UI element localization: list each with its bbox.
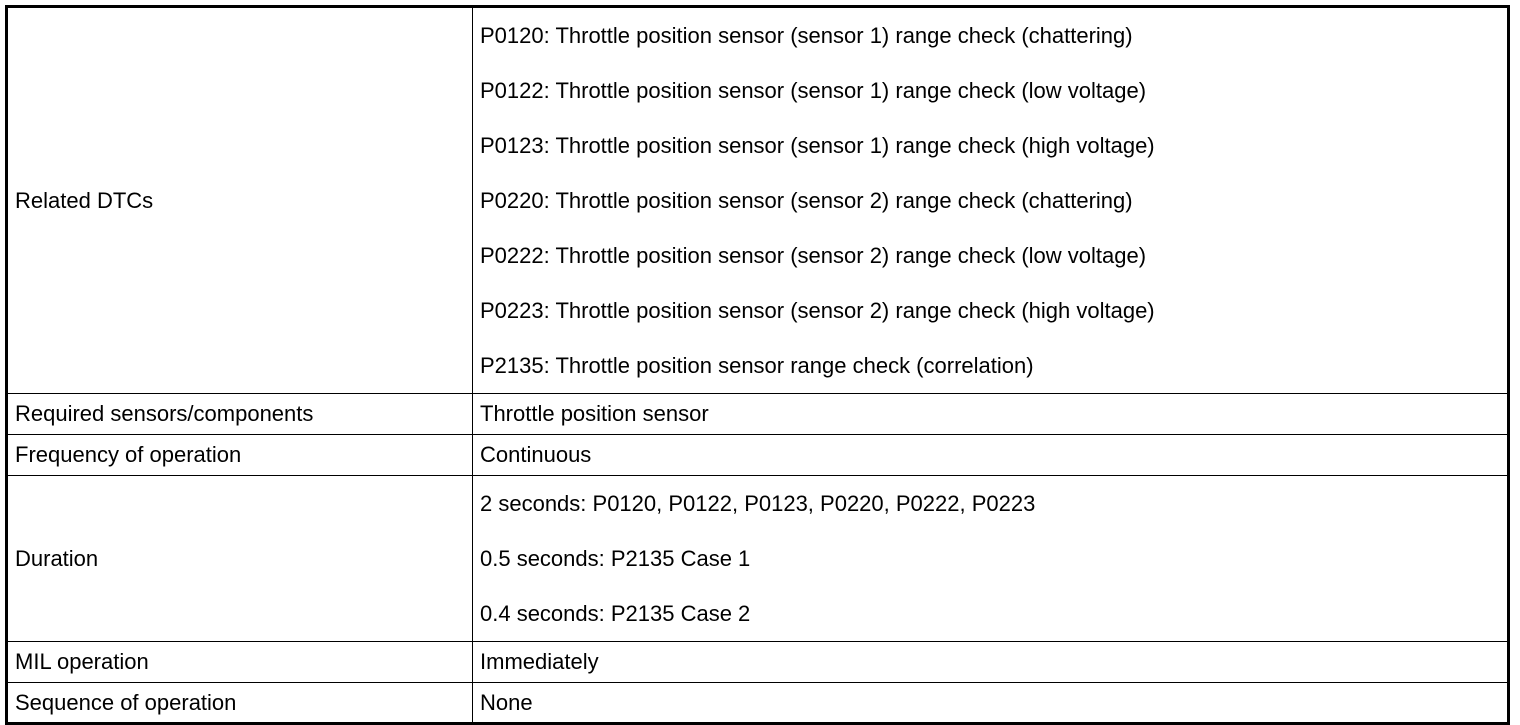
row-value: None	[473, 683, 1509, 724]
duration-item: 0.4 seconds: P2135 Case 2	[480, 601, 751, 626]
table-row	[7, 394, 1509, 435]
table-row	[7, 435, 1509, 476]
table-row	[7, 476, 1509, 642]
dtc-item: P2135: Throttle position sensor range check (correlation)	[480, 353, 1034, 378]
row-value	[473, 7, 1509, 394]
row-label: Frequency of operation	[7, 435, 473, 476]
dtc-item: P0222: Throttle position sensor (sensor 2) range check (low voltage)	[480, 243, 1147, 268]
dtc-item: P0122: Throttle position sensor (sensor 1) range check (low voltage)	[480, 78, 1147, 103]
row-value	[473, 476, 1509, 642]
dtc-item: P0123: Throttle position sensor (sensor 1) range check (high voltage)	[480, 133, 1155, 158]
row-value: Throttle position sensor	[473, 394, 1509, 435]
dtc-item: P0120: Throttle position sensor (sensor 1) range check (chattering)	[480, 23, 1133, 48]
table-row	[7, 683, 1509, 724]
row-label: Duration	[7, 476, 473, 642]
dtc-item: P0223: Throttle position sensor (sensor 2) range check (high voltage)	[480, 298, 1155, 323]
row-value: Immediately	[473, 642, 1509, 683]
monitor-spec-table	[5, 5, 1510, 725]
row-label: Required sensors/components	[7, 394, 473, 435]
table-row	[7, 642, 1509, 683]
row-label: Sequence of operation	[7, 683, 473, 724]
row-label: MIL operation	[7, 642, 473, 683]
row-value: Continuous	[473, 435, 1509, 476]
duration-item: 2 seconds: P0120, P0122, P0123, P0220, P0222, P0223	[480, 491, 1036, 516]
duration-item: 0.5 seconds: P2135 Case 1	[480, 546, 751, 571]
table-row	[7, 7, 1509, 394]
dtc-item: P0220: Throttle position sensor (sensor 2) range check (chattering)	[480, 188, 1133, 213]
row-label: Related DTCs	[7, 7, 473, 394]
